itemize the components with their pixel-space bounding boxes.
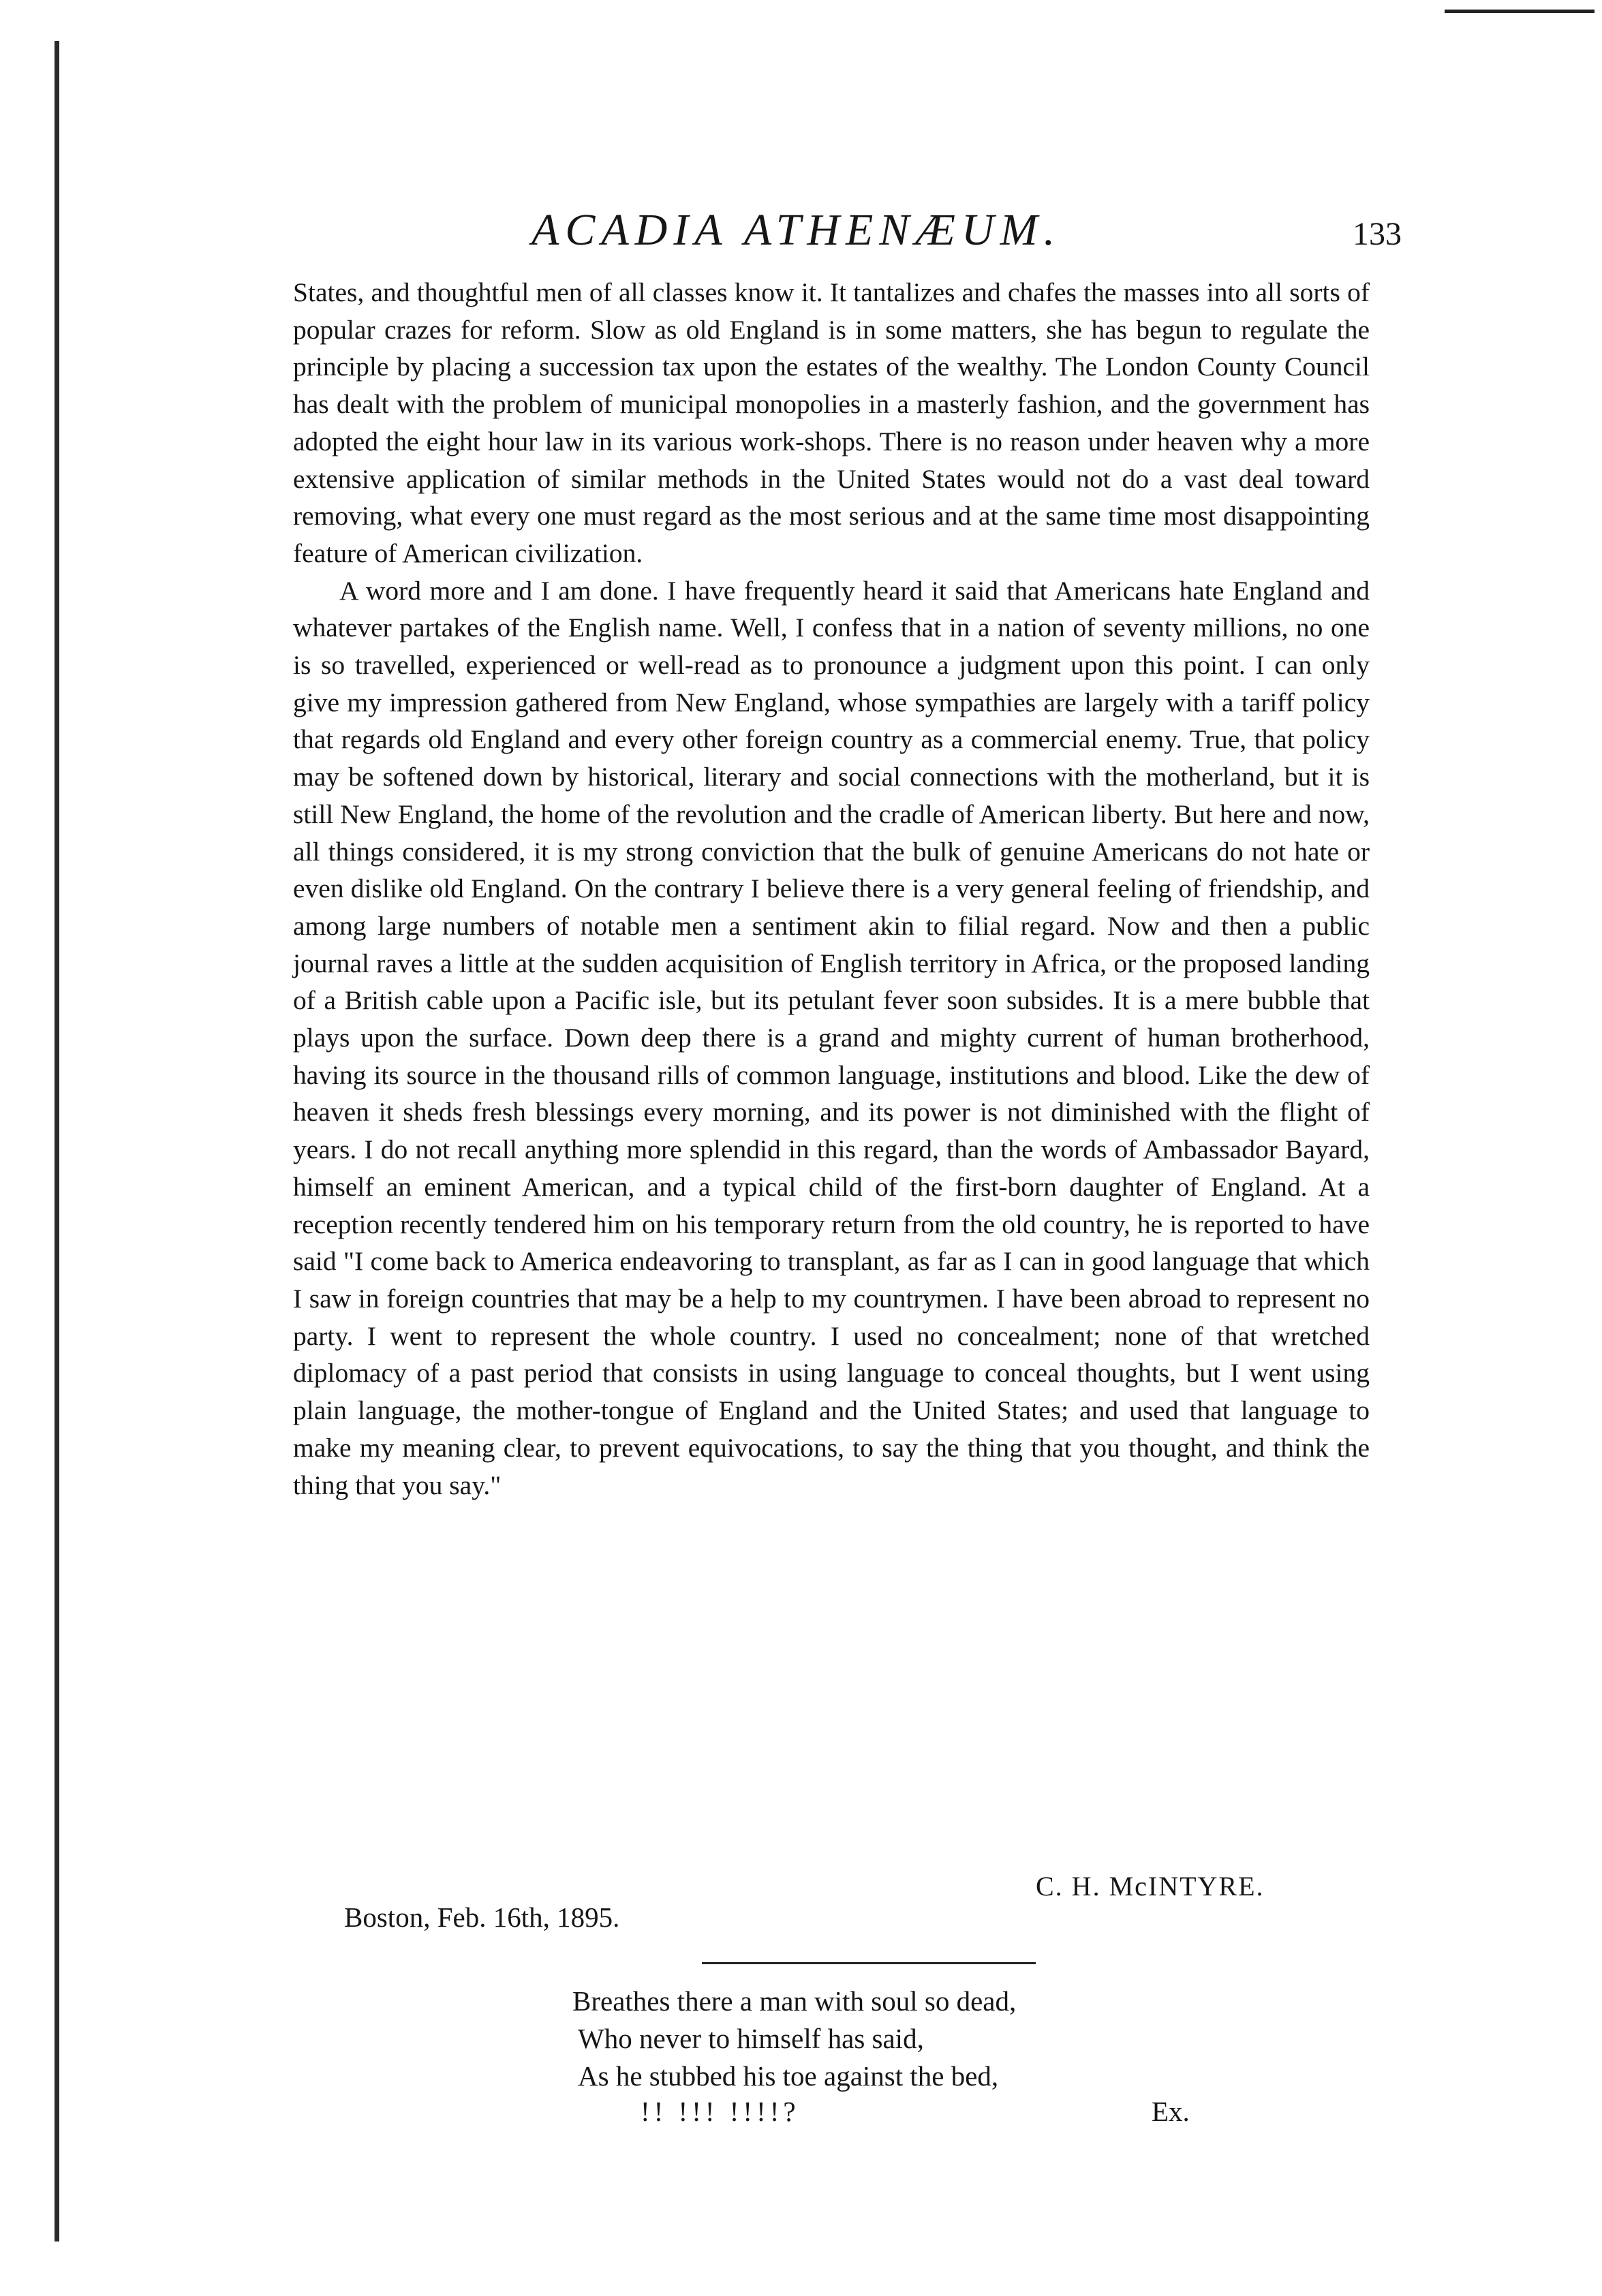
article-body xyxy=(293,274,1370,1504)
page-binding-edge xyxy=(55,41,59,2241)
poem-attribution: Ex. xyxy=(1152,2096,1190,2127)
page-number: 133 xyxy=(1353,216,1402,252)
page-header xyxy=(293,204,1402,273)
poem-line: As he stubbed his toe against the bed, xyxy=(578,2060,999,2092)
poem-last-line: !! !!! !!!!? xyxy=(641,2096,800,2127)
paragraph-1: States, and thoughtful men of all classes know it. It tantalizes and chafes the masses into all sorts of popular crazes for reform. Slow as old England is in some matters, she has begun to regulate the principle by placing a succession tax upon the estates of the wealthy. The London County Council has dealt with the problem of municipal monopolies in a masterly fashion, and the government has adopted the eight hour law in its various work-shops. There is no reason under heaven why a more extensive application of similar methods in the United States would not do a vast deal toward removing, what every one must regard as the most serious and at the same time most disappointing feature of American civilization. xyxy=(293,277,1370,568)
dateline: Boston, Feb. 16th, 1895. xyxy=(344,1902,620,1933)
paragraph-2: A word more and I am done. I have frequently heard it said that Americans hate England and whatever partakes of the English name. Well, I confess that in a nation of seventy millions, no one is so travelled, experienced or well-read as to pronounce a judgment upon this point. I can only give my impression gathered from New England, whose sympathies are largely with a tariff policy that regards old England and every other foreign country as a commercial enemy. True, that policy may be softened down by historical, literary and social connections with the motherland, but it is still New England, the home of the revolution and the cradle of American liberty. But here and now, all things considered, it is my strong conviction that the bulk of genuine Americans do not hate or even dislike old England. On the contrary I believe there is a very general feeling of friendship, and among large numbers of notable men a sentiment akin to filial regard. Now and then a public journal raves a little at the sudden acquisition of English territory in Africa, or the proposed landing of a British cable upon a Pacific isle, but its petulant fever soon subsides. It is a mere bubble that plays upon the surface. Down deep there is a grand and mighty current of human brotherhood, having its source in the thousand rills of common language, institutions and blood. Like the dew of heaven it sheds fresh blessings every morning, and its power is not diminished with the flight of years. I do not recall anything more splendid in this regard, than the words of Ambassador Bayard, himself an eminent American, and a typical child of the first-born daughter of England. At a reception recently tendered him on his temporary return from the old country, he is reported to have said "I come back to America endeavoring to transplant, as far as I can in good language that which I saw in foreign countries that may be a help to my countrymen. I have been abroad to represent no party. I went to represent the whole country. I used no concealment; none of that wretched diplomacy of a past period that consists in using language to conceal thoughts, but I went using plain language, the mother-tongue of England and the United States; and used that language to make my meaning clear, to prevent equivocations, to say the thing that you thought, and think the thing that you say." xyxy=(293,575,1370,1500)
author-signature: C. H. McINTYRE. xyxy=(1036,1871,1265,1902)
section-divider xyxy=(702,1962,1036,1964)
journal-title: ACADIA ATHENÆUM. xyxy=(532,205,1062,255)
top-edge-rule xyxy=(1445,10,1595,13)
poem xyxy=(572,1983,1016,2095)
poem-line: Who never to himself has said, xyxy=(578,2023,924,2054)
poem-line: Breathes there a man with soul so dead, xyxy=(572,1985,1017,2017)
